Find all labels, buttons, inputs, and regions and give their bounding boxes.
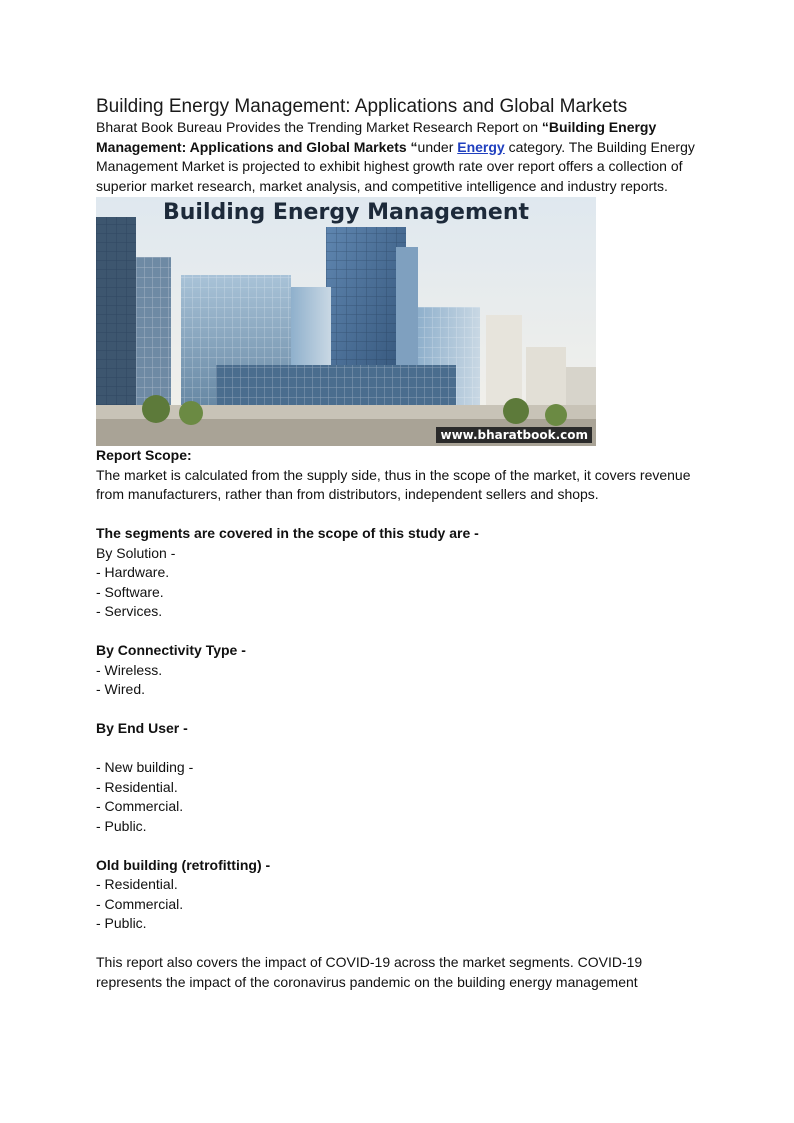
by-solution-list — [96, 563, 706, 622]
buildings-illustration — [96, 197, 596, 446]
old-building-list — [96, 875, 706, 934]
list-item: - Residential. — [96, 876, 178, 892]
scope-body: The market is calculated from the supply side, thus in the scope of the market, it covers revenue from manufacturers, rather than from distributors, independent sellers and shops. — [96, 466, 691, 502]
list-item: - Software. — [96, 583, 164, 600]
energy-category-link[interactable]: Energy — [457, 138, 505, 155]
by-connectivity-label: By Connectivity Type - — [96, 642, 246, 658]
new-building-list — [96, 778, 706, 837]
by-solution-label: By Solution - — [96, 544, 176, 561]
list-item: - Hardware. — [96, 564, 170, 580]
list-item: - Commercial. — [96, 798, 184, 814]
hero-image — [96, 197, 596, 446]
list-item: - Commercial. — [96, 895, 184, 912]
list-item: - Services. — [96, 603, 163, 619]
list-item: - Public. — [96, 817, 147, 834]
list-item: - Public. — [96, 915, 147, 931]
intro-under: under — [417, 138, 458, 155]
covid-paragraph: This report also covers the impact of COVID-19 across the market segments. COVID-19 represents the impact of the coronavirus pandemic on the building energy management — [96, 954, 643, 990]
list-item: - Wireless. — [96, 661, 163, 678]
segments-heading: The segments are covered in the scope of this study are - — [96, 525, 479, 541]
intro-lead: Bharat Book Bureau Provides the Trending Market Research Report on — [96, 119, 542, 135]
list-item: - Residential. — [96, 778, 178, 795]
by-end-user-label: By End User - — [96, 720, 188, 736]
old-building-label: Old building (retrofitting) - — [96, 856, 271, 873]
page-title: Building Energy Management: Applications and Global Markets — [96, 96, 628, 117]
new-building-label: - New building - — [96, 759, 194, 775]
image-banner-text: Building Energy Management — [162, 200, 530, 225]
report-name: “Building Energy Management: Applications and Global Markets “ — [96, 119, 657, 155]
list-item: - Wired. — [96, 681, 145, 697]
intro-rest: category. The Building Energy Management Market is projected to exhibit highest growth rate over report offers a collection of superior market research, market analysis, and competitive intelligence and industry reports. — [96, 138, 695, 194]
scope-heading: Report Scope: — [96, 447, 192, 463]
by-connectivity-list — [96, 661, 706, 700]
intro-paragraph — [96, 118, 706, 196]
document-page — [96, 96, 706, 992]
image-watermark: www.bharatbook.com — [436, 427, 592, 443]
